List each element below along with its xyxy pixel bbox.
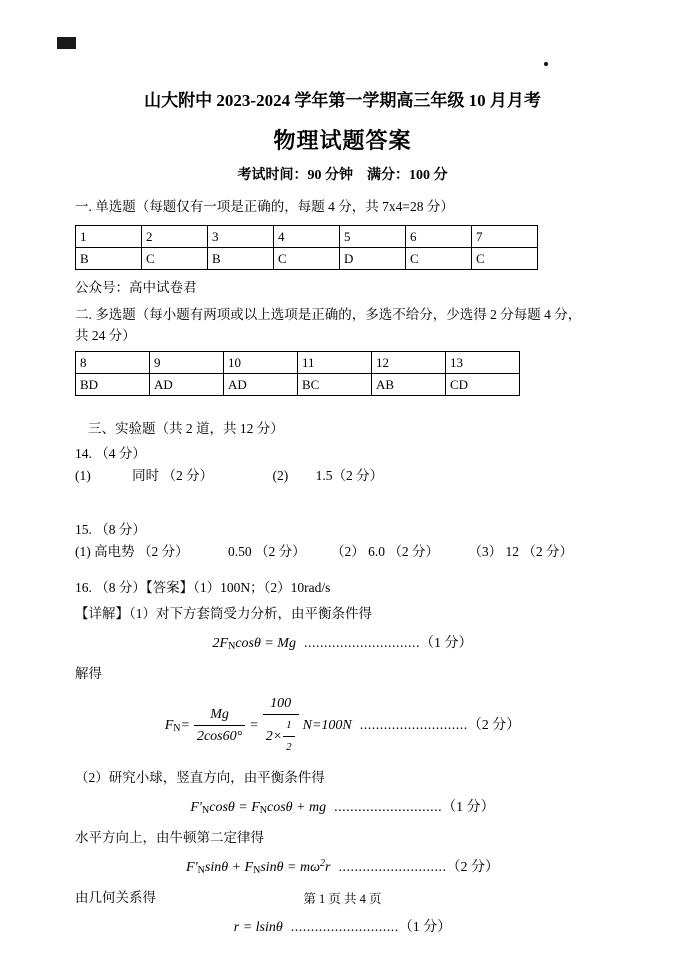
q15-part-answer: （3） 12 （2 分） (468, 544, 573, 559)
math-term: r (325, 860, 331, 875)
formula-vertical-equilibrium (75, 797, 610, 818)
dotted-leader: ............................. (303, 636, 420, 651)
math-term: F′ (190, 800, 202, 815)
question-number-cell: 5 (340, 226, 406, 248)
math-term: sinθ = mω (260, 860, 321, 875)
document-body (0, 196, 685, 938)
inner-fraction (283, 715, 295, 758)
answer-row (76, 374, 520, 396)
score-label: （1 分） (442, 800, 495, 815)
question-number-cell: 3 (208, 226, 274, 248)
fraction-numerator: 100 (270, 696, 292, 711)
page-number-footer: 第 1 页 共 4 页 (303, 892, 382, 906)
math-term: r = lsinθ (233, 920, 283, 935)
equation (213, 633, 296, 654)
q16-detail-step3: 水平方向上，由牛顿第二定律得 (75, 830, 264, 845)
q15-part-answer: 0.50 （2 分） (228, 544, 306, 559)
math-superscript: 2 (320, 858, 326, 869)
q14-part-answer: 1.5（2 分） (315, 468, 384, 483)
q14-part-label: (2) (272, 468, 289, 483)
math-term: cosθ = Mg (235, 636, 296, 651)
score-label: （1 分） (419, 636, 473, 651)
q16-detail-step4: 由几何关系得 (75, 890, 156, 905)
dotted-leader: ........................... (334, 800, 443, 815)
question-number-cell: 1 (76, 226, 142, 248)
answer-cell: C (142, 248, 208, 270)
answer-cell: AD (150, 374, 224, 396)
scan-artifact-mark (57, 37, 76, 49)
answer-cell: B (76, 248, 142, 270)
answer-cell: C (274, 248, 340, 270)
question-number-cell: 12 (372, 352, 446, 374)
answer-row (76, 248, 538, 270)
math-subscript: N (202, 805, 210, 816)
paper-subtitle: 物理试题答案 (273, 128, 412, 153)
equation (186, 857, 330, 878)
single-choice-answer-table (75, 225, 538, 270)
question-number-row (76, 226, 538, 248)
wechat-account-note: 公众号：高中试卷君 (75, 280, 197, 295)
question-number-cell: 6 (406, 226, 472, 248)
formula-geometry-relation (75, 917, 610, 938)
math-term: cosθ + mg (267, 800, 327, 815)
answer-cell: C (472, 248, 538, 270)
math-term: sinθ + F (204, 860, 254, 875)
dotted-leader: ........................... (290, 920, 399, 935)
math-term: cosθ = F (209, 800, 260, 815)
fraction-numerator: Mg (210, 707, 229, 722)
question-15-title: 15. （8 分） (75, 522, 146, 537)
equation (165, 693, 352, 758)
math-subscript: N (173, 723, 181, 734)
equation (190, 797, 326, 818)
question-number-cell: 2 (142, 226, 208, 248)
answer-cell: BC (298, 374, 372, 396)
scan-artifact-dot (544, 62, 548, 66)
math-subscript: N (197, 865, 205, 876)
question-number-cell: 10 (224, 352, 298, 374)
answer-cell: D (340, 248, 406, 270)
math-subscript: N (253, 865, 261, 876)
question-16-title: 16. （8 分）【答案】（1）100N；（2）10rad/s (75, 580, 331, 595)
q16-detail-step2: （2）研究小球，竖直方向，由平衡条件得 (75, 770, 325, 785)
answer-cell: AD (224, 374, 298, 396)
answer-cell: CD (446, 374, 520, 396)
dotted-leader: ........................... (359, 718, 468, 733)
question-number-cell: 7 (472, 226, 538, 248)
q15-part-answer: （2） 6.0 （2 分） (331, 544, 439, 559)
question-number-cell: 4 (274, 226, 340, 248)
exam-title: 山大附中 2023-2024 学年第一学期高三年级 10 月月考 (144, 91, 541, 110)
q16-solve-label: 解得 (75, 666, 102, 681)
answer-cell: AB (372, 374, 446, 396)
answer-cell: C (406, 248, 472, 270)
math-subscript: N (259, 805, 268, 816)
question-number-cell: 8 (76, 352, 150, 374)
q16-detail-step1: 【详解】（1）对下方套筒受力分析，由平衡条件得 (75, 606, 372, 621)
score-label: （1 分） (398, 920, 452, 935)
fraction (194, 704, 245, 747)
multi-choice-heading-line2: 共 24 分） (75, 328, 136, 343)
equals-sign: = (249, 718, 259, 733)
math-term: 2× (265, 729, 283, 744)
fraction-denominator: 2cos60° (194, 725, 245, 747)
experiment-section-heading: 三、实验题（共 2 道，共 12 分） (88, 421, 284, 436)
answer-cell: BD (76, 374, 150, 396)
formula-equilibrium-1 (75, 633, 610, 654)
score-label: （2 分） (467, 718, 521, 733)
q14-part-label: (1) (75, 468, 91, 483)
math-result: N=100N (302, 718, 352, 733)
math-term: F′ (186, 860, 198, 875)
fraction-denominator: 2 (283, 736, 295, 758)
question-14-title: 14. （4 分） (75, 446, 146, 461)
math-term: 2F (212, 636, 229, 651)
equals-sign: = (180, 718, 190, 733)
multi-choice-heading-line1: 二. 多选题（每小题有两项或以上选项是正确的，多选不给分，少选得 2 分每题 4 分， (75, 307, 582, 322)
formula-fn-solution (75, 693, 610, 758)
math-term: F (164, 718, 174, 733)
question-number-cell: 11 (298, 352, 372, 374)
single-choice-heading: 一. 单选题（每题仅有一项是正确的，每题 4 分，共 7x4=28 分） (75, 199, 454, 214)
question-number-cell: 9 (150, 352, 224, 374)
q14-part-answer: 同时 （2 分） (132, 468, 214, 483)
q15-part-answer: (1) 高电势 （2 分） (75, 544, 189, 559)
question-14-answers (75, 465, 610, 486)
exam-info: 考试时间：90 分钟 满分：100 分 (237, 168, 448, 183)
fraction (263, 693, 299, 758)
fraction-numerator: 1 (286, 719, 292, 731)
question-number-cell: 13 (446, 352, 520, 374)
score-label: （2 分） (446, 860, 499, 875)
question-15-answers (75, 541, 610, 562)
fraction-denominator (263, 714, 299, 758)
dotted-leader: ........................... (338, 860, 447, 875)
equation (234, 917, 283, 938)
math-subscript: N (228, 641, 236, 652)
formula-newton-second-law (75, 857, 610, 878)
multi-choice-answer-table (75, 351, 520, 396)
question-number-row (76, 352, 520, 374)
answer-cell: B (208, 248, 274, 270)
